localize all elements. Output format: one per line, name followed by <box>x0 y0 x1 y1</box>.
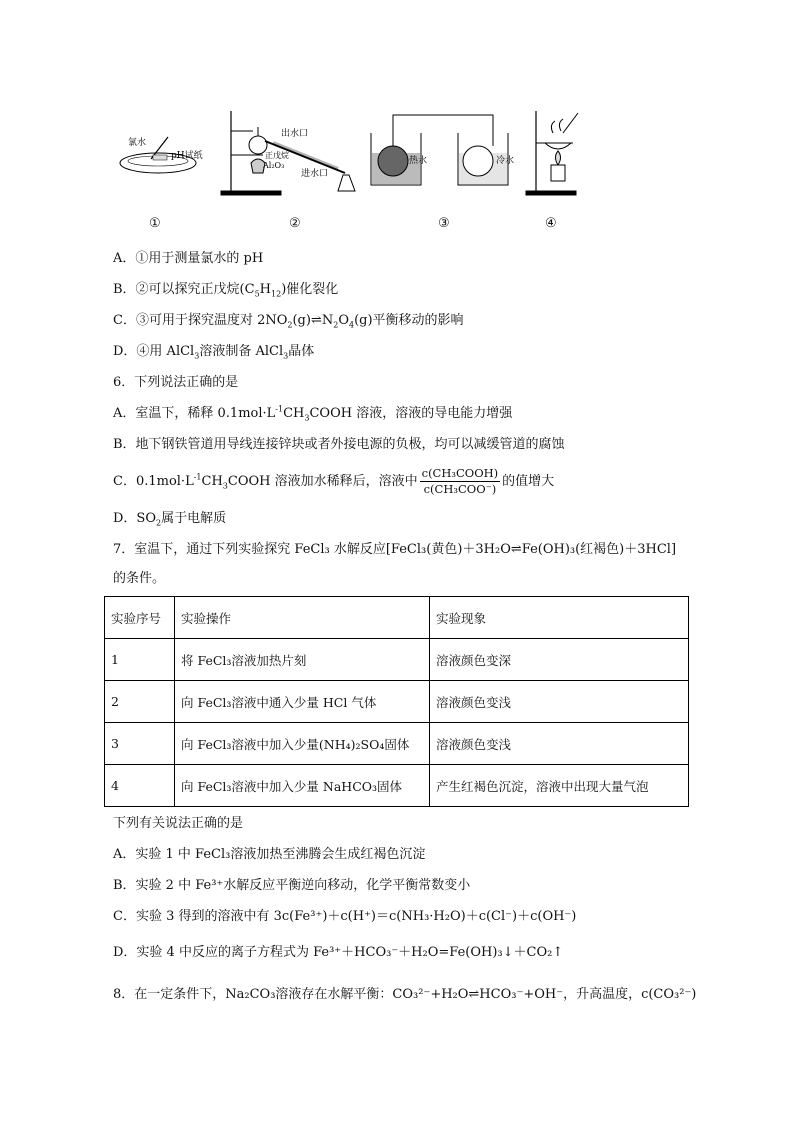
table-cell: 向 FeCl₃溶液中加入少量 NaHCO₃固体 <box>175 765 430 807</box>
table-cell: 产生红褐色沉淀，溶液中出现大量气泡 <box>430 765 689 807</box>
fig1-dish <box>120 136 203 173</box>
fig3-cold-water-label: 冷水 <box>496 156 515 166</box>
q5-option-c: C．③可用于探究温度对 $2NO_2(g)\rightleftharpoons N_2O_4(g)$平衡移动的影响 <box>113 313 464 330</box>
table-header-row <box>105 597 689 639</box>
fig4-evaporation <box>526 111 578 195</box>
table-row <box>105 723 689 765</box>
table-cell: 3 <box>105 723 175 765</box>
fig-label-4: ④ <box>545 216 557 231</box>
q6-fraction: $\frac{\text{c(CH₃COOH)}}{\text{c(CH₃COO⁻)}}$ <box>421 466 499 496</box>
apparatus-drawing <box>113 103 593 213</box>
fig1-chlorine-water-label: 氯水 <box>128 138 147 148</box>
table-cell: 溶液颜色变浅 <box>430 723 689 765</box>
q7-option-a: A．实验 1 中 FeCl₃溶液加热至沸腾会生成红褐色沉淀 <box>113 847 426 862</box>
fig1-ph-paper-label: pH试纸 <box>171 151 203 161</box>
fig3-beakers <box>371 115 514 185</box>
fig2-al2o3-label: Al₂O₃ <box>263 161 285 170</box>
q5-option-d: D．④用 AlCl$_3$溶液制备 AlCl$_3$晶体 <box>113 344 315 361</box>
table-header-cell: 实验操作 <box>175 597 430 639</box>
q6-stem: 6．下列说法正确的是 <box>113 375 239 390</box>
table-cell: 溶液颜色变浅 <box>430 681 689 723</box>
table-cell: 向 FeCl₃溶液中通入少量 HCl 气体 <box>175 681 430 723</box>
q5-option-a: A．①用于测量氯水的 pH <box>113 251 264 266</box>
fig2-water-in-label: 进水口 <box>301 169 329 179</box>
q7-stem-line2: 的条件。 <box>113 571 166 586</box>
q6-option-d: D．$SO_2$属于电解质 <box>113 511 227 528</box>
fig2-pentane-label: 正戊烷 <box>265 151 289 160</box>
fig-label-1: ① <box>149 216 161 231</box>
fig2-distillation <box>221 111 355 195</box>
table-row <box>105 639 689 681</box>
q6-option-b: B．地下钢铁管道用导线连接锌块或者外接电源的负极，均可以减缓管道的腐蚀 <box>113 437 565 452</box>
q6-option-c: C．$0.1mol\cdot L^{-1}CH_3COOH$ 溶液加水稀释后，溶液中 $\frac{\text{c(CH₃COOH)}}{\text{c(CH₃COO⁻)}}$ 的值增大 <box>113 466 555 496</box>
q7-option-b: B．实验 2 中 Fe³⁺水解反应平衡逆向移动，化学平衡常数变小 <box>113 878 471 893</box>
table-cell: 将 FeCl₃溶液加热片刻 <box>175 639 430 681</box>
q5-option-b: B．②可以探究正戊烷$(C_5H_{12})$催化裂化 <box>113 282 339 299</box>
experiment-table <box>104 596 689 807</box>
q7-option-c: C．实验 3 得到的溶液中有 3c(Fe³⁺)＋c(H⁺)＝c(NH₃·H₂O)＋c(Cl⁻)＋c(OH⁻) <box>113 909 577 924</box>
table-header-cell: 实验现象 <box>430 597 689 639</box>
table-row <box>105 681 689 723</box>
apparatus-figures <box>113 103 593 231</box>
fig2-water-out-label: 出水口 <box>281 129 309 139</box>
fig-label-3: ③ <box>438 216 450 231</box>
table-header-cell: 实验序号 <box>105 597 175 639</box>
q8-stem: 8．在一定条件下，Na₂CO₃溶液存在水解平衡：CO₃²⁻+H₂O⇌HCO₃⁻+OH⁻，升高温度，c(CO₃²⁻) <box>113 987 697 1002</box>
fig3-hot-water-label: 热水 <box>409 156 428 166</box>
table-cell: 向 FeCl₃溶液中加入少量(NH₄)₂SO₄固体 <box>175 723 430 765</box>
q7-stem-line1: 7．室温下，通过下列实验探究 FeCl₃ 水解反应[FeCl₃(黄色)＋3H₂O⇌Fe(OH)₃(红褐色)＋3HCl] <box>113 542 677 557</box>
table-row <box>105 765 689 807</box>
table-cell: 4 <box>105 765 175 807</box>
table-cell: 溶液颜色变深 <box>430 639 689 681</box>
q7-follow: 下列有关说法正确的是 <box>113 816 244 831</box>
table-cell: 2 <box>105 681 175 723</box>
fig-label-2: ② <box>289 216 301 231</box>
q6-option-a: A．室温下，稀释 $0.1mol\cdot L^{-1}CH_3COOH$ 溶液，溶液的导电能力增强 <box>113 404 513 423</box>
q7-option-d: D．实验 4 中反应的离子方程式为 Fe³⁺＋HCO₃⁻＋H₂O=Fe(OH)₃↓＋CO₂↑ <box>113 945 564 960</box>
table-cell: 1 <box>105 639 175 681</box>
